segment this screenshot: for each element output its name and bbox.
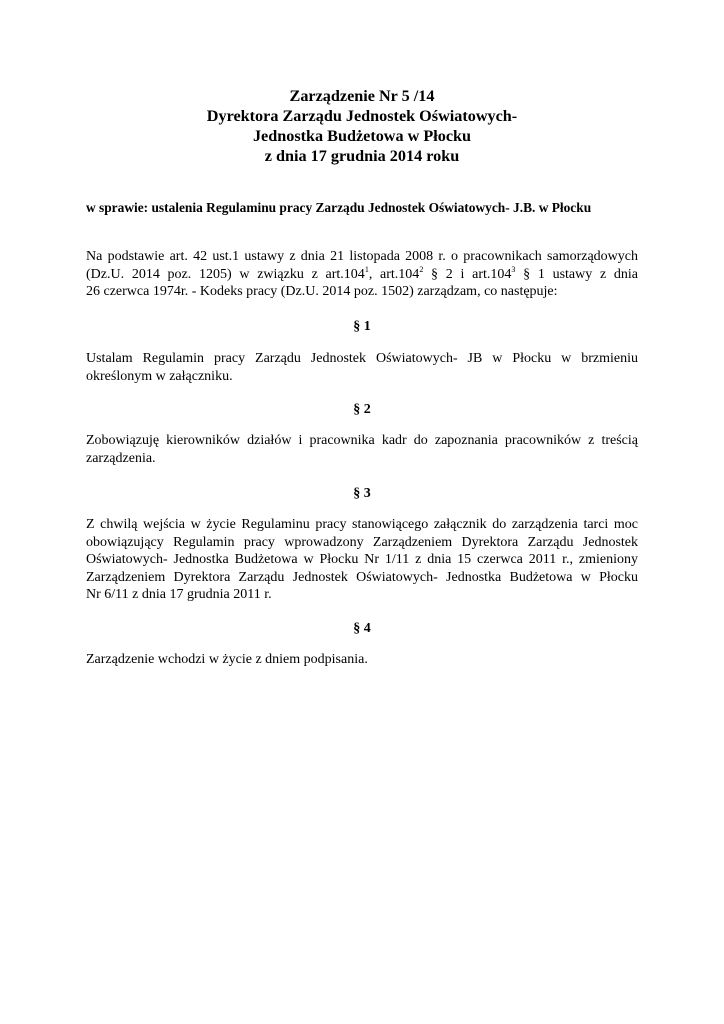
section-heading-1: § 1 (353, 319, 371, 334)
title-line-2: Dyrektora Zarządu Jednostek Oświatowych- (206, 107, 518, 125)
paragraph-line: Zarządzeniem Dyrektora Zarządu Jednostek Oświatowych- Jednostka Budżetowa w Płocku (86, 569, 638, 585)
preamble-text-b: , art.104 (368, 266, 420, 282)
paragraph-line: Z chwilą wejścia w życie Regulaminu pracy stanowiącego załącznik do zarządzenia tarci moc (86, 517, 638, 532)
title-line-3: Jednostka Budżetowa w Płocku (252, 127, 472, 145)
preamble-text-a: (Dz.U. 2014 poz. 1205) w związku z art.104 (86, 266, 365, 282)
paragraph-line: Ustalam Regulamin pracy Zarządu Jednostek Oświatowych- JB w Płocku w brzmieniu (86, 351, 638, 366)
document-title (0, 86, 724, 166)
section-1-paragraph (86, 350, 638, 385)
title-line-1: Zarządzenie Nr 5 /14 (289, 87, 435, 105)
preamble-line-1: Na podstawie art. 42 ust.1 ustawy z dnia 21 listopada 2008 r. o pracownikach samorządowych (86, 249, 638, 264)
preamble-text-d: § 1 ustawy z dnia (515, 266, 639, 282)
section-heading-3: § 3 (353, 486, 371, 501)
superscript: 3 (511, 264, 516, 274)
paragraph-line: zarządzenia. (86, 450, 156, 466)
paragraph-line: Nr 6/11 z dnia 17 grudnia 2011 r. (86, 587, 272, 602)
paragraph-line: Oświatowych- Jednostka Budżetowa w Płocku Nr 1/11 z dnia 15 czerwca 2011 r., zmieniony (86, 552, 638, 567)
paragraph-line: określonym w załączniku. (86, 368, 233, 384)
preamble-line-3: 26 czerwca 1974r. - Kodeks pracy (Dz.U. 2014 poz. 1502) zarządzam, co następuje: (86, 284, 558, 299)
paragraph-line: obowiązujący Regulamin pracy wprowadzony Zarządzeniem Dyrektora Zarządu Jednostek (86, 534, 638, 550)
section-3-paragraph (86, 516, 638, 604)
superscript: 2 (419, 264, 424, 274)
section-heading-4: § 4 (353, 621, 371, 636)
preamble-paragraph (86, 248, 638, 301)
document-subject: w sprawie: ustalenia Regulaminu pracy Zarządu Jednostek Oświatowych- J.B. w Płocku (86, 200, 592, 215)
preamble-text-c: § 2 i art.104 (423, 266, 512, 282)
paragraph-line: Zobowiązuję kierowników działów i pracownika kadr do zapoznania pracowników z treścią (86, 433, 638, 448)
section-2-paragraph (86, 432, 638, 467)
section-4-paragraph (86, 651, 638, 669)
paragraph-line: Zarządzenie wchodzi w życie z dniem podpisania. (86, 652, 368, 667)
superscript: 1 (364, 264, 369, 274)
title-line-4: z dnia 17 grudnia 2014 roku (264, 147, 460, 165)
preamble-line-2 (86, 266, 638, 284)
section-heading-2: § 2 (353, 402, 371, 417)
